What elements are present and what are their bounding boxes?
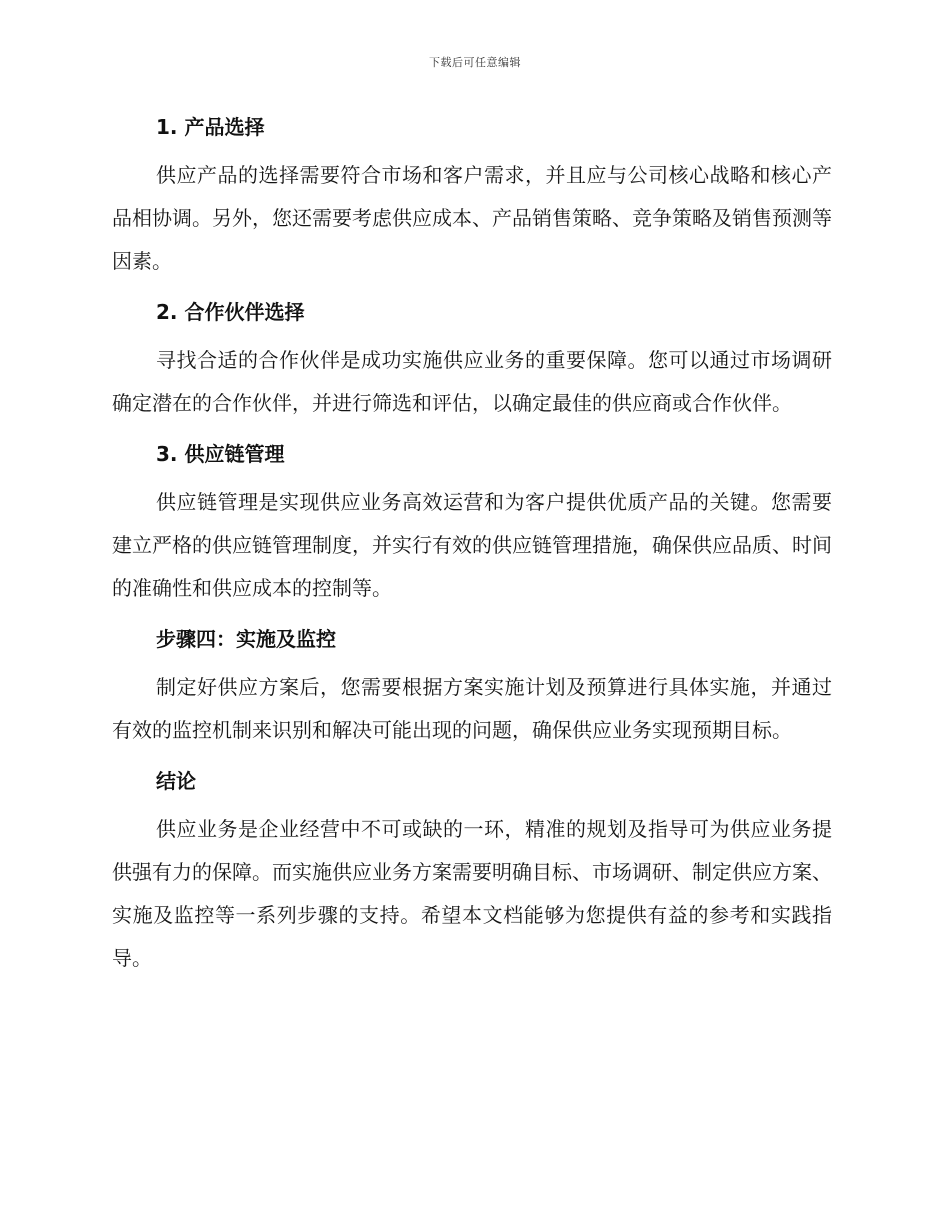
section-paragraph: 制定好供应方案后，您需要根据方案实施计划及预算进行具体实施，并通过有效的监控机制来识别和解决可能出现的问题，确保供应业务实现预期目标。 <box>112 675 832 742</box>
section-product-selection <box>112 106 832 283</box>
section-heading: 1. 产品选择 <box>156 115 265 139</box>
page-header: 下载后可任意编辑 <box>429 56 521 69</box>
section-paragraph: 供应产品的选择需要符合市场和客户需求，并且应与公司核心战略和核心产品相协调。另外，您还需要考虑供应成本、产品销售策略、竞争策略及销售预测等因素。 <box>112 163 832 273</box>
section-paragraph: 寻找合适的合作伙伴是成功实施供应业务的重要保障。您可以通过市场调研确定潜在的合作伙伴，并进行筛选和评估，以确定最佳的供应商或合作伙伴。 <box>112 348 832 415</box>
section-heading: 结论 <box>156 769 196 793</box>
section-paragraph: 供应业务是企业经营中不可或缺的一环，精准的规划及指导可为供应业务提供强有力的保障。而实施供应业务方案需要明确目标、市场调研、制定供应方案、实施及监控等一系列步骤的支持。希望本文档能够为您提供有益的参考和实践指导。 <box>112 817 832 970</box>
section-paragraph: 供应链管理是实现供应业务高效运营和为客户提供优质产品的关键。您需要建立严格的供应链管理制度，并实行有效的供应链管理措施，确保供应品质、时间的准确性和供应成本的控制等。 <box>112 490 832 600</box>
section-supply-chain <box>112 433 832 610</box>
document-body <box>112 106 832 988</box>
section-heading: 步骤四：实施及监控 <box>156 627 336 651</box>
section-heading: 2. 合作伙伴选择 <box>156 300 305 324</box>
section-heading: 3. 供应链管理 <box>156 442 285 466</box>
section-conclusion <box>112 760 832 980</box>
section-implementation <box>112 618 832 752</box>
section-partner-selection <box>112 291 832 425</box>
